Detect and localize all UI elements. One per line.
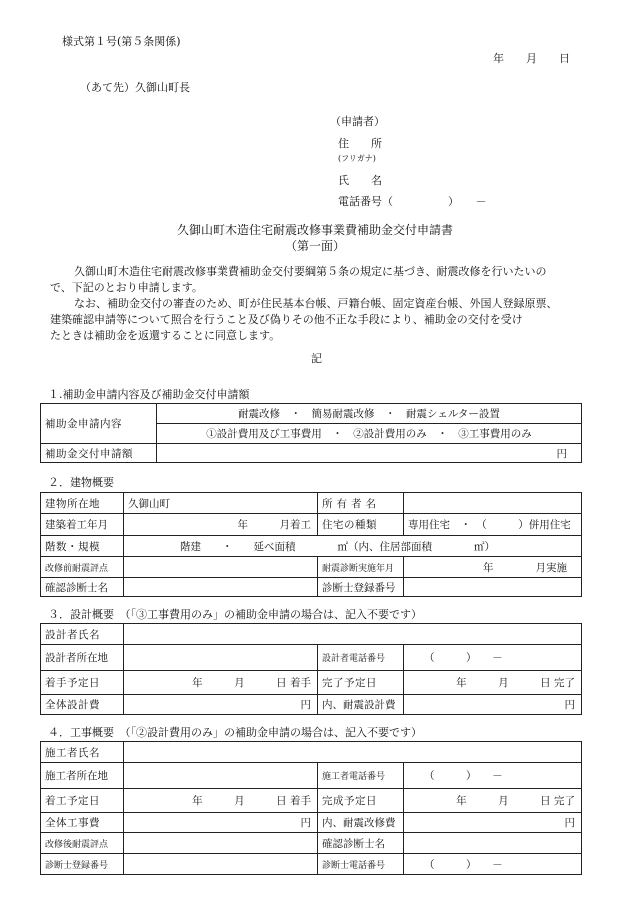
designer-phone-label: 設計者電話番号 [318,645,404,671]
quake-work-field[interactable]: 円 [404,813,582,833]
diag-phone-label: 診断士電話番号 [318,854,404,875]
applicant-furigana-label: (フリガナ) [338,154,376,163]
confirm-diag2-field[interactable] [404,833,582,854]
designer-name-label: 設計者氏名 [41,624,124,645]
body-text [50,264,582,344]
quake-design-field[interactable]: 円 [404,695,582,715]
floors-field[interactable]: 階建 ・ 延べ面積 ㎡（内、住居部面積 ㎡） [124,536,582,557]
contractor-addr-field[interactable] [124,763,318,789]
design-start-field[interactable]: 年 月 日 着手 [124,671,318,695]
work-start-field[interactable]: 年 月 日 着手 [124,789,318,813]
section4-table [40,741,582,875]
location-field[interactable]: 久御山町 [124,493,318,514]
diag-reg-field[interactable] [404,578,582,597]
design-end-label: 完了予定日 [318,671,404,695]
contractor-name-field[interactable] [124,742,582,763]
body-p2-line1: なお、補助金交付の審査のため、町が住民基本台帳、戸籍台帳、固定資産台帳、外国人登録原票、 [74,297,558,310]
owner-label: 所有者名 [318,493,404,514]
confirm-diag-label: 確認診断士名 [41,578,124,597]
location-label: 建物所在地 [41,493,124,514]
section2-table [40,492,582,597]
applicant-heading: （申請者） [330,115,385,128]
contractor-name-label: 施工者氏名 [41,742,124,763]
design-total-label: 全体設計費 [41,695,124,715]
work-end-field[interactable]: 年 月 日 完了 [404,789,582,813]
diag-reg2-field[interactable] [124,854,318,875]
form-number: 様式第１号(第５条関係) [62,35,181,48]
designer-addr-field[interactable] [124,645,318,671]
application-date: 年 月 日 [493,52,570,65]
house-type-label: 住宅の種類 [318,514,404,536]
diag-date-field[interactable]: 年 月実施 [404,557,582,578]
diag-date-label: 耐震診断実施年月 [318,557,404,578]
work-total-label: 全体工事費 [41,813,124,833]
applicant-name-label: 氏 名 [338,174,382,187]
post-eval-field[interactable] [124,833,318,854]
quake-design-label: 内、耐震設計費 [318,695,404,715]
confirm-diag-field[interactable] [124,578,318,597]
quake-work-label: 内、耐震改修費 [318,813,404,833]
pre-eval-field[interactable] [124,557,318,578]
contractor-phone-field[interactable]: （ ） － [404,763,582,789]
ki-marker: 記 [311,352,322,365]
section2-heading: ２．建物概要 [48,476,114,489]
diag-reg2-label: 診断士登録番号 [41,854,124,875]
work-total-field[interactable]: 円 [124,813,318,833]
section4-heading: ４．工事概要 （「②設計費用のみ」の補助金申請の場合は、記入不要です） [48,726,422,739]
applicant-phone-label: 電話番号（ ） － [338,195,487,208]
document-subtitle: （第一面） [284,239,345,253]
work-end-label: 完成予定日 [318,789,404,813]
design-total-field[interactable]: 円 [124,695,318,715]
document-title: 久御山町木造住宅耐震改修事業費補助金交付申請書 [176,223,453,237]
pre-eval-label: 改修前耐震評点 [41,557,124,578]
owner-field[interactable] [404,493,582,514]
cost-options[interactable]: ①設計費用及び工事費用 ・ ②設計費用のみ ・ ③工事費用のみ [157,424,582,444]
addressee: （あて先）久御山町長 [80,81,190,94]
built-field[interactable]: 年 月着工 [124,514,318,536]
body-p2-line3: たときは補助金を返還することに同意します。 [50,329,281,342]
amount-label: 補助金交付申請額 [41,444,157,463]
designer-phone-field[interactable]: （ ） － [404,645,582,671]
body-p1-line1: 久御山町木造住宅耐震改修事業費補助金交付要綱第５条の規定に基づき、耐震改修を行いたいの [74,265,547,278]
diag-phone-field[interactable]: （ ） － [404,854,582,875]
body-p1-line2: で、下記のとおり申請します。 [50,281,203,294]
designer-name-field[interactable] [124,624,582,645]
contractor-addr-label: 施工者所在地 [41,763,124,789]
section1-table [40,403,582,463]
section1-heading: １.補助金申請内容及び補助金交付申請額 [48,388,250,401]
designer-addr-label: 設計者所在地 [41,645,124,671]
type-options[interactable]: 耐震改修 ・ 簡易耐震改修 ・ 耐震シェルター設置 [157,404,582,424]
design-end-field[interactable]: 年 月 日 完了 [404,671,582,695]
confirm-diag2-label: 確認診断士名 [318,833,404,854]
contractor-phone-label: 施工者電話番号 [318,763,404,789]
applicant-address-label: 住 所 [338,137,382,150]
diag-reg-label: 診断士登録番号 [318,578,404,597]
amount-field[interactable]: 円 [157,444,582,463]
built-label: 建築着工年月 [41,514,124,536]
work-start-label: 着工予定日 [41,789,124,813]
content-label: 補助金申請内容 [41,404,157,444]
body-p2-line2: 建築確認申請等について照合を行うこと及び偽りその他不正な手段により、補助金の交付を受け [50,313,523,326]
post-eval-label: 改修後耐震評点 [41,833,124,854]
floors-label: 階数・規模 [41,536,124,557]
section3-heading: ３．設計概要 （「③工事費用のみ」の補助金申請の場合は、記入不要です） [48,608,422,621]
house-type-field[interactable]: 専用住宅 ・ （ ）併用住宅 [404,514,582,536]
section3-table [40,623,582,715]
design-start-label: 着手予定日 [41,671,124,695]
